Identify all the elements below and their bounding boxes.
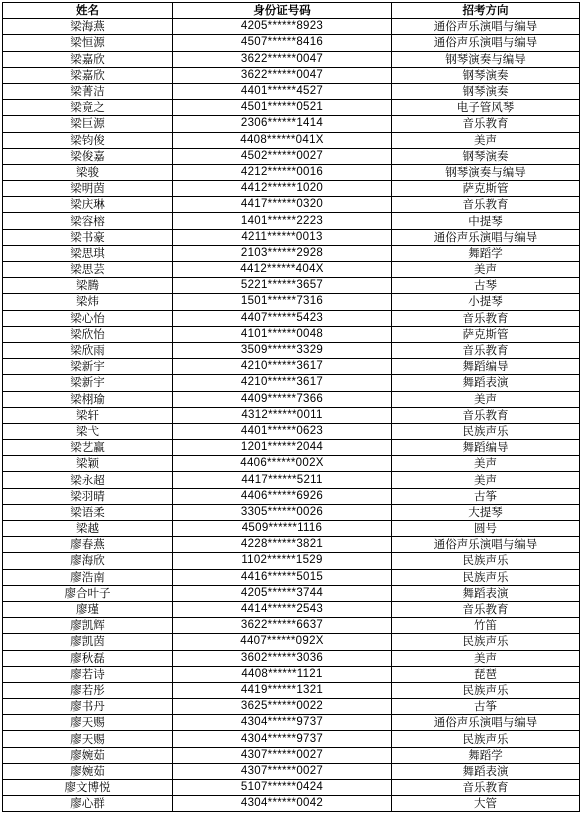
table-row xyxy=(3,375,580,391)
direction-cell: 民族声乐 xyxy=(392,731,580,747)
id-cell: 4304******0042 xyxy=(173,796,392,812)
id-cell: 4101******0048 xyxy=(173,326,392,342)
id-cell: 2306******1414 xyxy=(173,116,392,132)
name-cell: 梁心怡 xyxy=(3,310,173,326)
direction-cell: 民族声乐 xyxy=(392,569,580,585)
table-row xyxy=(3,294,580,310)
direction-cell: 音乐教育 xyxy=(392,407,580,423)
direction-cell: 音乐教育 xyxy=(392,310,580,326)
name-cell: 廖心群 xyxy=(3,796,173,812)
direction-cell: 民族声乐 xyxy=(392,423,580,439)
name-cell: 廖凯茵 xyxy=(3,634,173,650)
name-cell: 梁钧俊 xyxy=(3,132,173,148)
direction-cell: 民族声乐 xyxy=(392,682,580,698)
table-row xyxy=(3,423,580,439)
direction-cell: 通俗声乐演唱与编导 xyxy=(392,715,580,731)
name-cell: 廖海欣 xyxy=(3,553,173,569)
name-cell: 廖合叶子 xyxy=(3,585,173,601)
id-cell: 4408******1121 xyxy=(173,666,392,682)
direction-cell: 圆号 xyxy=(392,521,580,537)
id-cell: 4401******0623 xyxy=(173,423,392,439)
direction-cell: 中提琴 xyxy=(392,213,580,229)
table-row xyxy=(3,780,580,796)
id-cell: 1201******2044 xyxy=(173,440,392,456)
name-cell: 梁庆琳 xyxy=(3,197,173,213)
table-row xyxy=(3,67,580,83)
id-cell: 4412******1020 xyxy=(173,181,392,197)
table-row xyxy=(3,699,580,715)
table-row xyxy=(3,310,580,326)
id-cell: 4416******5015 xyxy=(173,569,392,585)
direction-cell: 小提琴 xyxy=(392,294,580,310)
direction-cell: 美声 xyxy=(392,650,580,666)
direction-cell: 舞蹈表演 xyxy=(392,585,580,601)
id-cell: 4307******0027 xyxy=(173,747,392,763)
name-cell: 梁书豪 xyxy=(3,229,173,245)
name-cell: 廖婉茹 xyxy=(3,763,173,779)
direction-cell: 美声 xyxy=(392,132,580,148)
direction-cell: 钢琴演奏与编导 xyxy=(392,51,580,67)
direction-cell: 舞蹈学 xyxy=(392,747,580,763)
direction-cell: 民族声乐 xyxy=(392,553,580,569)
name-cell: 梁容榕 xyxy=(3,213,173,229)
name-cell: 梁永超 xyxy=(3,472,173,488)
id-cell: 4412******404X xyxy=(173,262,392,278)
id-cell: 3625******0022 xyxy=(173,699,392,715)
direction-cell: 古筝 xyxy=(392,488,580,504)
name-cell: 梁骏 xyxy=(3,164,173,180)
id-cell: 3622******6637 xyxy=(173,618,392,634)
direction-cell: 美声 xyxy=(392,262,580,278)
id-cell: 4228******3821 xyxy=(173,537,392,553)
id-cell: 3622******0047 xyxy=(173,51,392,67)
direction-cell: 音乐教育 xyxy=(392,342,580,358)
direction-cell: 古筝 xyxy=(392,699,580,715)
table-row xyxy=(3,731,580,747)
id-cell: 3602******3036 xyxy=(173,650,392,666)
id-cell: 4307******0027 xyxy=(173,763,392,779)
table-row xyxy=(3,715,580,731)
direction-cell: 萨克斯管 xyxy=(392,326,580,342)
direction-cell: 大提琴 xyxy=(392,504,580,520)
name-cell: 梁海燕 xyxy=(3,19,173,35)
id-cell: 4205******3744 xyxy=(173,585,392,601)
direction-cell: 钢琴演奏 xyxy=(392,83,580,99)
id-cell: 4502******0027 xyxy=(173,148,392,164)
id-cell: 4414******2543 xyxy=(173,601,392,617)
table-row xyxy=(3,245,580,261)
name-cell: 梁欣雨 xyxy=(3,342,173,358)
id-cell: 2103******2928 xyxy=(173,245,392,261)
direction-cell: 音乐教育 xyxy=(392,197,580,213)
id-cell: 4312******0011 xyxy=(173,407,392,423)
table-row xyxy=(3,521,580,537)
table-row xyxy=(3,326,580,342)
name-cell: 廖书丹 xyxy=(3,699,173,715)
id-cell: 1501******7316 xyxy=(173,294,392,310)
direction-cell: 钢琴演奏 xyxy=(392,148,580,164)
table-row xyxy=(3,262,580,278)
direction-cell: 钢琴演奏 xyxy=(392,67,580,83)
direction-cell: 民族声乐 xyxy=(392,634,580,650)
id-cell: 4304******9737 xyxy=(173,731,392,747)
table-row xyxy=(3,278,580,294)
table-row xyxy=(3,391,580,407)
table-row xyxy=(3,440,580,456)
id-cell: 3622******0047 xyxy=(173,67,392,83)
direction-cell: 通俗声乐演唱与编导 xyxy=(392,35,580,51)
name-cell: 廖若诗 xyxy=(3,666,173,682)
id-cell: 4210******3617 xyxy=(173,375,392,391)
header-row xyxy=(3,3,580,19)
id-cell: 4417******5211 xyxy=(173,472,392,488)
table-row xyxy=(3,537,580,553)
table-row xyxy=(3,197,580,213)
direction-cell: 音乐教育 xyxy=(392,780,580,796)
direction-cell: 舞蹈编导 xyxy=(392,359,580,375)
id-cell: 4408******041X xyxy=(173,132,392,148)
table-row xyxy=(3,229,580,245)
table-row xyxy=(3,181,580,197)
direction-column-header: 招考方向 xyxy=(392,3,580,19)
id-cell: 4501******0521 xyxy=(173,100,392,116)
name-cell: 梁轩 xyxy=(3,407,173,423)
id-cell: 4417******0320 xyxy=(173,197,392,213)
id-cell: 3509******3329 xyxy=(173,342,392,358)
name-cell: 梁嘉欣 xyxy=(3,51,173,67)
id-cell: 4406******6926 xyxy=(173,488,392,504)
name-cell: 廖若彤 xyxy=(3,682,173,698)
name-cell: 梁炜 xyxy=(3,294,173,310)
id-cell: 4407******092X xyxy=(173,634,392,650)
name-cell: 廖秋磊 xyxy=(3,650,173,666)
id-cell: 5107******0424 xyxy=(173,780,392,796)
admission-list-table xyxy=(2,2,580,812)
table-row xyxy=(3,488,580,504)
id-cell: 4210******3617 xyxy=(173,359,392,375)
table-row xyxy=(3,148,580,164)
direction-cell: 通俗声乐演唱与编导 xyxy=(392,229,580,245)
direction-cell: 美声 xyxy=(392,391,580,407)
table-row xyxy=(3,504,580,520)
name-cell: 廖天赐 xyxy=(3,715,173,731)
direction-cell: 音乐教育 xyxy=(392,601,580,617)
id-cell: 4409******7366 xyxy=(173,391,392,407)
table-row xyxy=(3,763,580,779)
direction-cell: 美声 xyxy=(392,472,580,488)
direction-cell: 电子管风琴 xyxy=(392,100,580,116)
direction-cell: 通俗声乐演唱与编导 xyxy=(392,19,580,35)
direction-cell: 古琴 xyxy=(392,278,580,294)
name-cell: 梁思琪 xyxy=(3,245,173,261)
direction-cell: 舞蹈编导 xyxy=(392,440,580,456)
name-cell: 梁嘉欣 xyxy=(3,67,173,83)
table-row xyxy=(3,456,580,472)
name-column-header: 姓名 xyxy=(3,3,173,19)
table-row xyxy=(3,650,580,666)
name-cell: 廖凯辉 xyxy=(3,618,173,634)
id-cell: 3305******0026 xyxy=(173,504,392,520)
direction-cell: 竹笛 xyxy=(392,618,580,634)
name-cell: 梁弋 xyxy=(3,423,173,439)
name-cell: 梁菁洁 xyxy=(3,83,173,99)
name-cell: 梁思芸 xyxy=(3,262,173,278)
table-row xyxy=(3,342,580,358)
name-cell: 梁腾 xyxy=(3,278,173,294)
name-cell: 廖春燕 xyxy=(3,537,173,553)
table-row xyxy=(3,618,580,634)
table-row xyxy=(3,585,580,601)
table-row xyxy=(3,796,580,812)
table-row xyxy=(3,35,580,51)
id-cell: 4205******8923 xyxy=(173,19,392,35)
direction-cell: 琵琶 xyxy=(392,666,580,682)
id-cell: 4406******002X xyxy=(173,456,392,472)
table-row xyxy=(3,19,580,35)
name-cell: 梁恒源 xyxy=(3,35,173,51)
table-row xyxy=(3,553,580,569)
table-row xyxy=(3,472,580,488)
table-row xyxy=(3,100,580,116)
table-row xyxy=(3,51,580,67)
name-cell: 廖婉茹 xyxy=(3,747,173,763)
direction-cell: 通俗声乐演唱与编导 xyxy=(392,537,580,553)
name-cell: 梁越 xyxy=(3,521,173,537)
name-cell: 梁语柔 xyxy=(3,504,173,520)
table-row xyxy=(3,164,580,180)
id-cell: 4401******4527 xyxy=(173,83,392,99)
table-row xyxy=(3,359,580,375)
name-cell: 廖文博悦 xyxy=(3,780,173,796)
id-column-header: 身份证号码 xyxy=(173,3,392,19)
direction-cell: 舞蹈表演 xyxy=(392,375,580,391)
name-cell: 梁栩瑜 xyxy=(3,391,173,407)
name-cell: 梁新宇 xyxy=(3,375,173,391)
table-row xyxy=(3,132,580,148)
name-cell: 廖天赐 xyxy=(3,731,173,747)
direction-cell: 舞蹈学 xyxy=(392,245,580,261)
table-row xyxy=(3,601,580,617)
id-cell: 4407******5423 xyxy=(173,310,392,326)
name-cell: 梁明茵 xyxy=(3,181,173,197)
id-cell: 4507******8416 xyxy=(173,35,392,51)
id-cell: 4212******0016 xyxy=(173,164,392,180)
table-row xyxy=(3,634,580,650)
direction-cell: 钢琴演奏与编导 xyxy=(392,164,580,180)
name-cell: 梁艺赢 xyxy=(3,440,173,456)
id-cell: 4509******1116 xyxy=(173,521,392,537)
id-cell: 4211******0013 xyxy=(173,229,392,245)
direction-cell: 萨克斯管 xyxy=(392,181,580,197)
table-row xyxy=(3,83,580,99)
name-cell: 梁颖 xyxy=(3,456,173,472)
id-cell: 4304******9737 xyxy=(173,715,392,731)
direction-cell: 舞蹈表演 xyxy=(392,763,580,779)
direction-cell: 美声 xyxy=(392,456,580,472)
id-cell: 5221******3657 xyxy=(173,278,392,294)
name-cell: 梁欣怡 xyxy=(3,326,173,342)
name-cell: 廖浩南 xyxy=(3,569,173,585)
id-cell: 1401******2223 xyxy=(173,213,392,229)
table-row xyxy=(3,666,580,682)
name-cell: 梁新宇 xyxy=(3,359,173,375)
table-row xyxy=(3,682,580,698)
name-cell: 廖瑾 xyxy=(3,601,173,617)
table-row xyxy=(3,747,580,763)
name-cell: 梁巨源 xyxy=(3,116,173,132)
table-row xyxy=(3,407,580,423)
id-cell: 1102******1529 xyxy=(173,553,392,569)
table-row xyxy=(3,569,580,585)
direction-cell: 大管 xyxy=(392,796,580,812)
table-row xyxy=(3,213,580,229)
direction-cell: 音乐教育 xyxy=(392,116,580,132)
name-cell: 梁竟之 xyxy=(3,100,173,116)
name-cell: 梁俊嘉 xyxy=(3,148,173,164)
name-cell: 梁羽晴 xyxy=(3,488,173,504)
id-cell: 4419******1321 xyxy=(173,682,392,698)
table-row xyxy=(3,116,580,132)
